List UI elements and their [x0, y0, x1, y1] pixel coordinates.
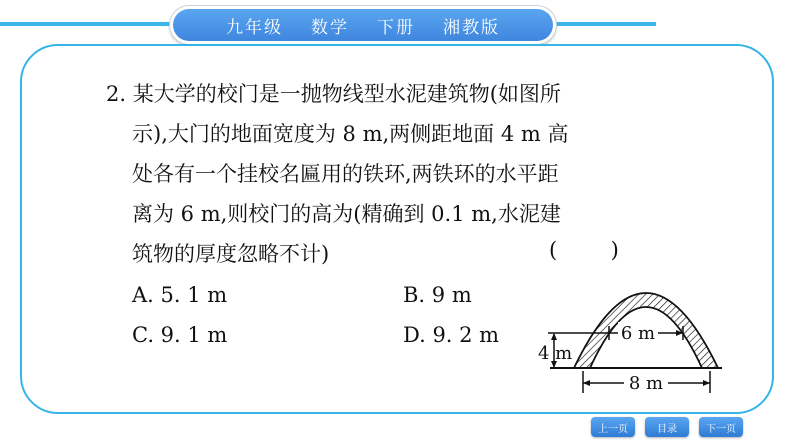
- parabola-gate-figure: [530, 268, 730, 403]
- question-line-5: 筑物的厚度忽略不计): [132, 242, 330, 266]
- base-arrow-left: [583, 380, 590, 386]
- header-banner: [170, 6, 556, 44]
- choice-c: C. 9. 1 m: [132, 323, 228, 347]
- header-grade: 九年级: [226, 17, 283, 38]
- label-4m: 4 m: [538, 343, 573, 364]
- header-volume: 下册: [377, 17, 415, 38]
- choice-b: B. 9 m: [403, 283, 472, 307]
- question-line-4: 离为 6 m,则校门的高为(精确到 0.1 m,水泥建: [132, 202, 561, 226]
- question-line-1: 2. 某大学的校门是一抛物线型水泥建筑物(如图所: [106, 82, 561, 106]
- prev-page-button[interactable]: 上一页: [591, 417, 635, 437]
- label-6m: 6 m: [620, 323, 656, 344]
- next-page-button[interactable]: 下一页: [699, 417, 743, 437]
- choice-d: D. 9. 2 m: [403, 323, 500, 347]
- choice-a: A. 5. 1 m: [132, 283, 228, 307]
- header-edition: 湘教版: [443, 17, 500, 38]
- base-arrow-right: [703, 380, 710, 386]
- header-line-left: [0, 22, 170, 26]
- question-line-2: 示),大门的地面宽度为 8 m,两侧距地面 4 m 高: [132, 122, 569, 146]
- toc-button[interactable]: 目录: [645, 417, 689, 437]
- header-subject: 数学: [311, 17, 349, 38]
- label-8m: 8 m: [628, 373, 664, 394]
- header-banner-inner: [173, 9, 553, 41]
- height-arrow-top: [551, 333, 557, 340]
- question-line-3: 处各有一个挂校名匾用的铁环,两铁环的水平距: [132, 162, 559, 186]
- answer-parentheses: ( ): [549, 238, 619, 262]
- header-line-right: [556, 22, 656, 26]
